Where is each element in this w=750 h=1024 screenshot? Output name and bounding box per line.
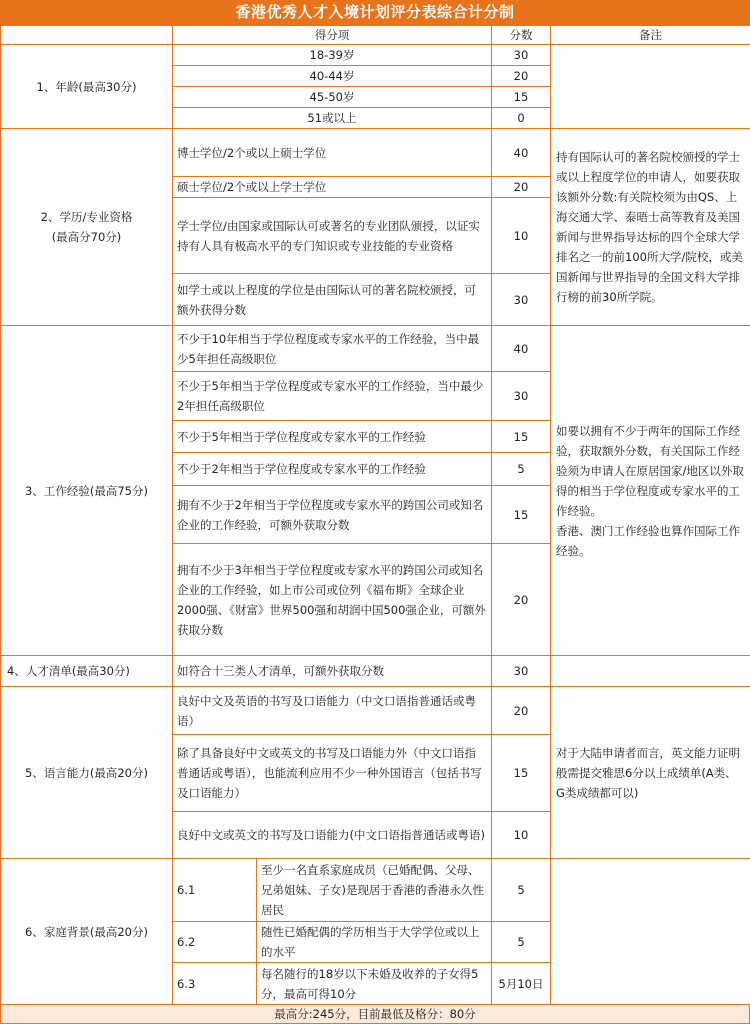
note-education: 持有国际认可的著名院校颁授的学士或以上程度学位的申请人，如要获取该额外分数:有关院校须为由QS、上海交通大学、泰晤士高等教育及美国新闻与世界指导达标的四个全球大学排名之一的前100所大学/院校，或美国新闻与世界指导的全国文科大学排行榜的前30所学院。 [551,129,750,326]
table-row [1,45,750,66]
header-item: 得分项 [173,26,492,45]
item-cell: 不少于2年相当于学位程度或专家水平的工作经验 [173,453,492,486]
item-cell: 如符合十三类人才清单，可额外获取分数 [173,656,492,687]
category-family: 6、家庭背景(最高20分) [1,859,173,1005]
score-cell: 15 [492,421,551,453]
score-cell: 5 [492,453,551,486]
note-work-line1: 如要以拥有不少于两年的国际工作经验，获取额外分数，有关国际工作经验须为申请人在原居国家/地区以外取得的相当于学位程度或专家水平的工作经验。 [556,421,745,521]
category-education [1,129,173,326]
item-cell: 如学士或以上程度的学位是由国际认可的著名院校颁授，可额外获得分数 [173,274,492,326]
table-row [1,129,750,177]
header-note: 备注 [551,26,750,45]
note-cell-family [551,859,750,1005]
score-cell: 30 [492,656,551,687]
table-row [1,859,750,922]
note-cell-talent [551,656,750,687]
score-cell: 40 [492,129,551,177]
item-cell: 拥有不少于2年相当于学位程度或专家水平的跨国公司或知名企业的工作经验，可额外获取分数 [173,486,492,544]
item-cell: 不少于10年相当于学位程度或专家水平的工作经验，当中最少5年担任高级职位 [173,326,492,372]
score-cell: 5月10日 [492,963,551,1005]
header-score: 分数 [492,26,551,45]
table-row [1,326,750,372]
score-cell: 20 [492,687,551,735]
header-category [1,26,173,45]
score-cell: 5 [492,922,551,963]
item-cell: 每名随行的18岁以下未婚及收养的子女得5分，最高可得10分 [257,963,492,1005]
item-cell: 拥有不少于3年相当于学位程度或专家水平的跨国公司或知名企业的工作经验，如上市公司或位列《福布斯》全球企业2000强、《财富》世界500强和胡润中国500强企业，可额外获取分数 [173,544,492,656]
footer-summary: 最高分:245分，目前最低及格分：80分 [0,1005,750,1024]
item-cell: 40-44岁 [173,66,492,87]
item-cell: 学士学位/由国家或国际认可或著名的专业团队颁授，以证实持有人具有极高水平的专门知识或专业技能的专业资格 [173,198,492,274]
score-cell: 15 [492,735,551,812]
note-cell-age [551,45,750,129]
score-cell: 10 [492,198,551,274]
item-cell: 不少于5年相当于学位程度或专家水平的工作经验 [173,421,492,453]
score-cell: 15 [492,87,551,108]
score-cell: 0 [492,108,551,129]
item-cell: 随性已婚配偶的学历相当于大学学位或以上的水平 [257,922,492,963]
item-cell: 18-39岁 [173,45,492,66]
score-cell: 15 [492,486,551,544]
category-talent: 4、人才清单(最高30分) [1,656,173,687]
category-education-line2: (最高分70分) [7,227,166,247]
item-cell: 良好中文及英语的书写及口语能力（中文口语指普通话或粤语） [173,687,492,735]
score-cell: 20 [492,66,551,87]
score-cell: 30 [492,274,551,326]
category-work: 3、工作经验(最高75分) [1,326,173,656]
item-cell: 硕士学位/2个或以上学士学位 [173,177,492,198]
category-language: 5、语言能力(最高20分) [1,687,173,859]
category-age: 1、年龄(最高30分) [1,45,173,129]
score-cell: 30 [492,45,551,66]
score-cell: 20 [492,177,551,198]
score-cell: 10 [492,812,551,859]
item-cell: 51或以上 [173,108,492,129]
category-education-line1: 2、学历/专业资格 [7,207,166,227]
note-language: 对于大陆申请者而言，英文能力证明般需提交雅思6分以上成绩单(A类、G类成绩都可以) [551,687,750,859]
page-title: 香港优秀人才入境计划评分表综合计分制 [0,0,750,25]
item-cell: 除了具备良好中文或英文的书写及口语能力外（中文口语指普通话或粤语），也能流利应用不少一种外国语言（包括书写及口语能力） [173,735,492,812]
item-cell: 不少于5年相当于学位程度或专家水平的工作经验，当中最少2年担任高级职位 [173,372,492,421]
table-row [1,656,750,687]
score-cell: 20 [492,544,551,656]
item-cell: 至少一名直系家庭成员（已婚配偶、父母、兄弟姐妹、子女)是现居于香港的香港永久性居民 [257,859,492,922]
note-work [551,326,750,656]
code-cell: 6.2 [173,922,257,963]
score-cell: 40 [492,326,551,372]
code-cell: 6.3 [173,963,257,1005]
table-row [1,687,750,735]
item-cell: 博士学位/2个或以上硕士学位 [173,129,492,177]
code-cell: 6.1 [173,859,257,922]
score-cell: 5 [492,859,551,922]
score-cell: 30 [492,372,551,421]
item-cell: 45-50岁 [173,87,492,108]
table-header-row [1,26,750,45]
note-work-line2: 香港、澳门工作经验也算作国际工作经验。 [556,521,745,561]
item-cell: 良好中文或英文的书写及口语能力(中文口语指普通话或粤语) [173,812,492,859]
score-table [0,25,750,1005]
